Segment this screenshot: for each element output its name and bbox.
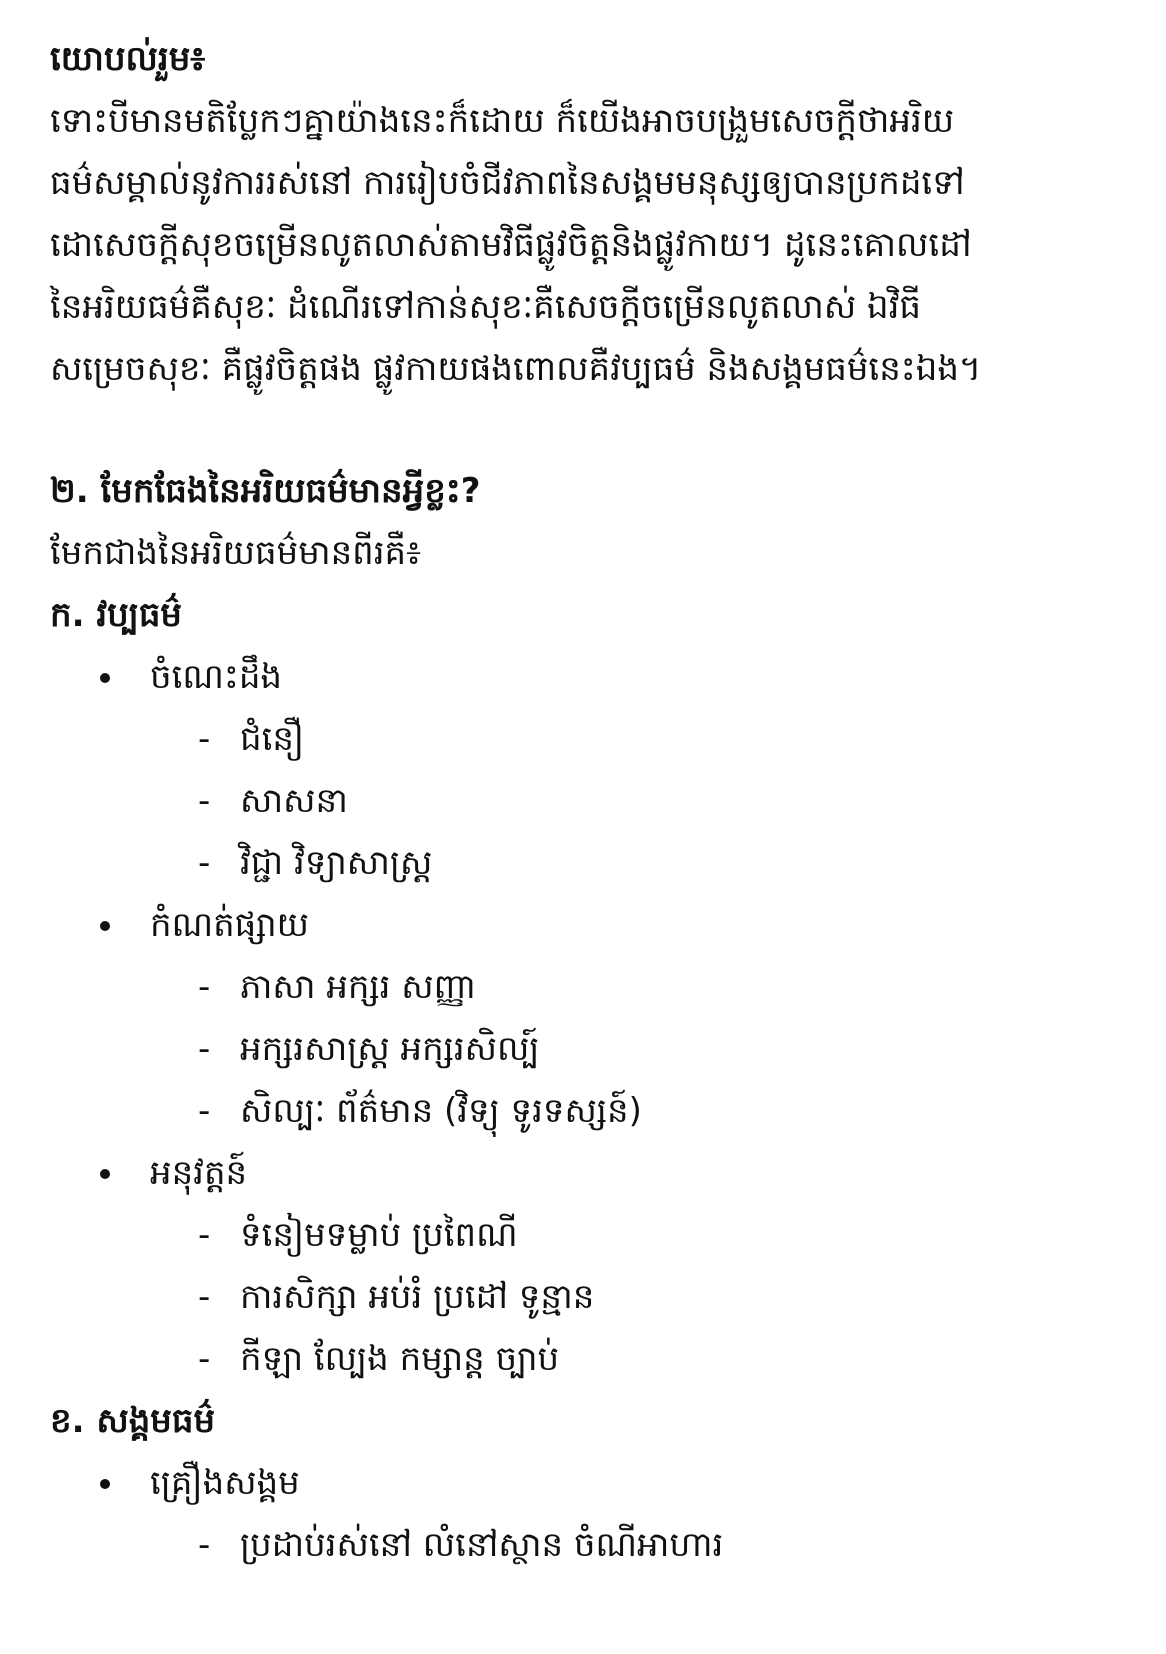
paragraph-line: នៃអរិយធម៌គឺសុខៈ ដំណើរទៅកាន់សុខៈគឺសេចក្ដីចម្រើនលូតលាស់ ឯវិធី: [50, 287, 921, 327]
bullet-dot-icon: [100, 1479, 110, 1489]
bullet-item: [50, 1452, 1130, 1514]
bullet-item: [50, 646, 1130, 708]
paragraph-line: សម្រេចសុខៈ គឺផ្លូវចិត្តផង ផ្លូវកាយផងពោលគឺវប្បធម៌ និងសង្គមធម៌នេះឯង។: [50, 349, 982, 389]
sub-item: [50, 1080, 1130, 1142]
sub-item: [50, 770, 1130, 832]
sub-item-label: ទំនៀមទម្លាប់ ប្រពៃណី: [240, 1215, 518, 1255]
summary-paragraph: [50, 90, 1130, 400]
dash-icon: -: [198, 1277, 211, 1317]
question-heading: ២. មែកធែងនៃអរិយធម៌មានអ្វីខ្លះ?: [50, 471, 481, 511]
bullet-dot-icon: [100, 921, 110, 931]
bullet-label: ចំណេះដឹង: [150, 657, 282, 697]
bullet-label: អនុវត្តន៍: [150, 1153, 248, 1193]
paragraph-line: ទោះបីមានមតិប្លែកៗគ្នាយ៉ាងនេះក៏ដោយ ក៏យើងអាចបង្រួមសេចក្ដីថាអរិយ: [50, 101, 955, 141]
sub-item-label: វិជ្ជា វិទ្យាសាស្ត្រ: [240, 843, 433, 883]
sub-item: [50, 1204, 1130, 1266]
sub-item: [50, 956, 1130, 1018]
sub-item-label: ប្រដាប់រស់នៅ លំនៅស្ថាន ចំណីអាហារ: [240, 1525, 724, 1565]
dash-icon: -: [198, 1339, 211, 1379]
sub-item-label: សិល្បៈ ព័ត៌មាន (វិទ្យុ ទូរទស្សន៍): [240, 1091, 642, 1131]
bullet-item: [50, 1142, 1130, 1204]
branch-heading-culture: ក. វប្បធម៌: [50, 595, 182, 635]
sub-item-label: ជំនឿ: [240, 719, 305, 759]
sub-item-label: ការសិក្សា អប់រំ ប្រដៅ ទូន្មាន: [240, 1277, 595, 1317]
section-spacer: [50, 400, 1130, 460]
bullet-dot-icon: [100, 1169, 110, 1179]
bullet-dot-icon: [100, 673, 110, 683]
dash-icon: -: [198, 1029, 211, 1069]
sub-item: [50, 1514, 1130, 1576]
dash-icon: -: [198, 719, 211, 759]
dash-icon: -: [198, 1091, 211, 1131]
question-intro: មែកជាងនៃអរិយធម៌មានពីរគឺ៖: [50, 533, 422, 573]
summary-heading: យោបល់រួម៖: [50, 39, 206, 79]
dash-icon: -: [198, 1525, 211, 1565]
bullet-label: កំណត់ផ្សាយ: [150, 905, 310, 945]
sub-item-label: កីឡា ល្បែង កម្សាន្ត ច្បាប់: [240, 1339, 560, 1379]
sub-item-label: អក្សរសាស្ត្រ អក្សរសិល្ប៍: [240, 1029, 540, 1069]
sub-item: [50, 1266, 1130, 1328]
dash-icon: -: [198, 781, 211, 821]
sub-item-label: សាសនា: [240, 781, 348, 821]
paragraph-line: ធម៌សម្គាល់នូវការរស់នៅ ការរៀបចំជីវភាពនៃសង្គមមនុស្សឲ្យបានប្រកដទៅ: [50, 163, 965, 203]
sub-item-label: ភាសា អក្សរ សញ្ញា: [240, 967, 477, 1007]
bullet-item: [50, 894, 1130, 956]
document-page: [50, 28, 1130, 1576]
dash-icon: -: [198, 843, 211, 883]
dash-icon: -: [198, 967, 211, 1007]
branch-heading-social: ខ. សង្គមធម៌: [50, 1401, 216, 1441]
sub-item: [50, 1018, 1130, 1080]
paragraph-line: ដោសេចក្ដីសុខចម្រើនលូតលាស់តាមវិធីផ្លូវចិត្តនិងផ្លូវកាយ។ ដូនេះគោលដៅ: [50, 225, 972, 265]
sub-item: [50, 832, 1130, 894]
bullet-label: គ្រឿងសង្គម: [150, 1463, 300, 1503]
sub-item: [50, 1328, 1130, 1390]
dash-icon: -: [198, 1215, 211, 1255]
sub-item: [50, 708, 1130, 770]
